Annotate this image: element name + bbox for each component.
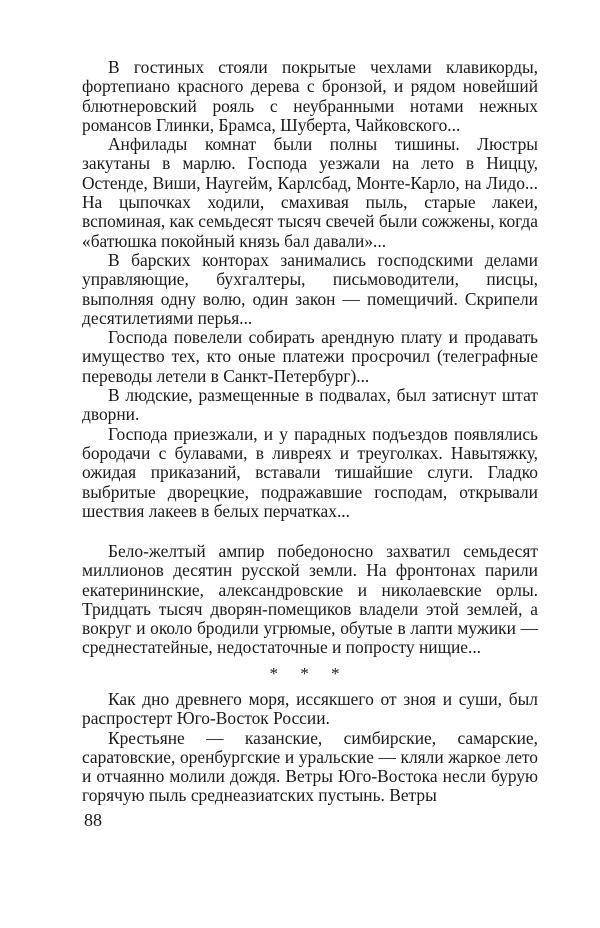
text-section-empire [82,542,538,658]
paragraph: Господа повелели собирать арендную плату и продавать имущество тех, кто оные платежи просрочил (телеграфные переводы летели в Санкт-Петербург)... [82,327,538,386]
paragraph: В барских конторах занимались господскими делами управляющие, бухгалтеры, письмоводители, писцы, выполняя одну волю, один закон — помещичий. Скрипели десятилетиями перья... [82,249,538,328]
paragraph: Анфилады комнат были полны тишины. Люстры закутаны в марлю. Господа уезжали на лето в Ниццу, Остенде, Виши, Наугейм, Карлсбад, Монте-Карло, на Лидо... На цыпочках ходили, смахивая пыль, старые лакеи, вспоминая, как семьдесят тысяч свечей были сожжены, когда «батюшка покойный князь бал давали»... [82,134,538,251]
paragraph: В людские, размещенные в подвалах, был затиснут штат дворни. [82,385,538,425]
paragraph: Господа приезжали, и у парадных подъездов появлялись бородачи с булавами, в ливреях и треуголках. Навытяжку, ожидая приказаний, вставали тишайшие слуги. Гладко выбритые дворецкие, подражавшие господам, открывали шествия лакеев в белых перчатках... [82,423,538,521]
section-separator: * * * [269,664,349,683]
text-section-southeast [82,690,538,806]
paragraph: Как дно древнего моря, иссякшего от зноя и суши, был распростерт Юго-Восток России. [82,689,538,729]
paragraph: Крестьяне — казанские, симбирские, самарские, саратовские, оренбургские и уральские — кляли жаркое лето и отчаянно молили дождя. Ветры Юго-Востока несли бурую горячую пыль среднеазиатских пустынь. Ветры [82,727,538,806]
page-number: 88 [84,810,102,830]
paragraph: В гостиных стояли покрытые чехлами клавикорды, фортепиано красного дерева с бронзой, и рядом новейший блютнеровский рояль с неубранными нотами нежных романсов Глинки, Брамса, Шуберта, Чайковского... [82,57,538,135]
paragraph: Бело-желтый ампир победоносно захватил семьдесят миллионов десятин русской земли. На фронтонах парили екатерининские, александровские и николаевские орлы. Тридцать тысяч дворян-помещиков владели этой землей, а вокруг и около бродили угрюмые, обутые в лапти мужики — среднестатейные, недостаточные и попросту нищие... [82,541,538,658]
text-section-estates [82,58,538,521]
